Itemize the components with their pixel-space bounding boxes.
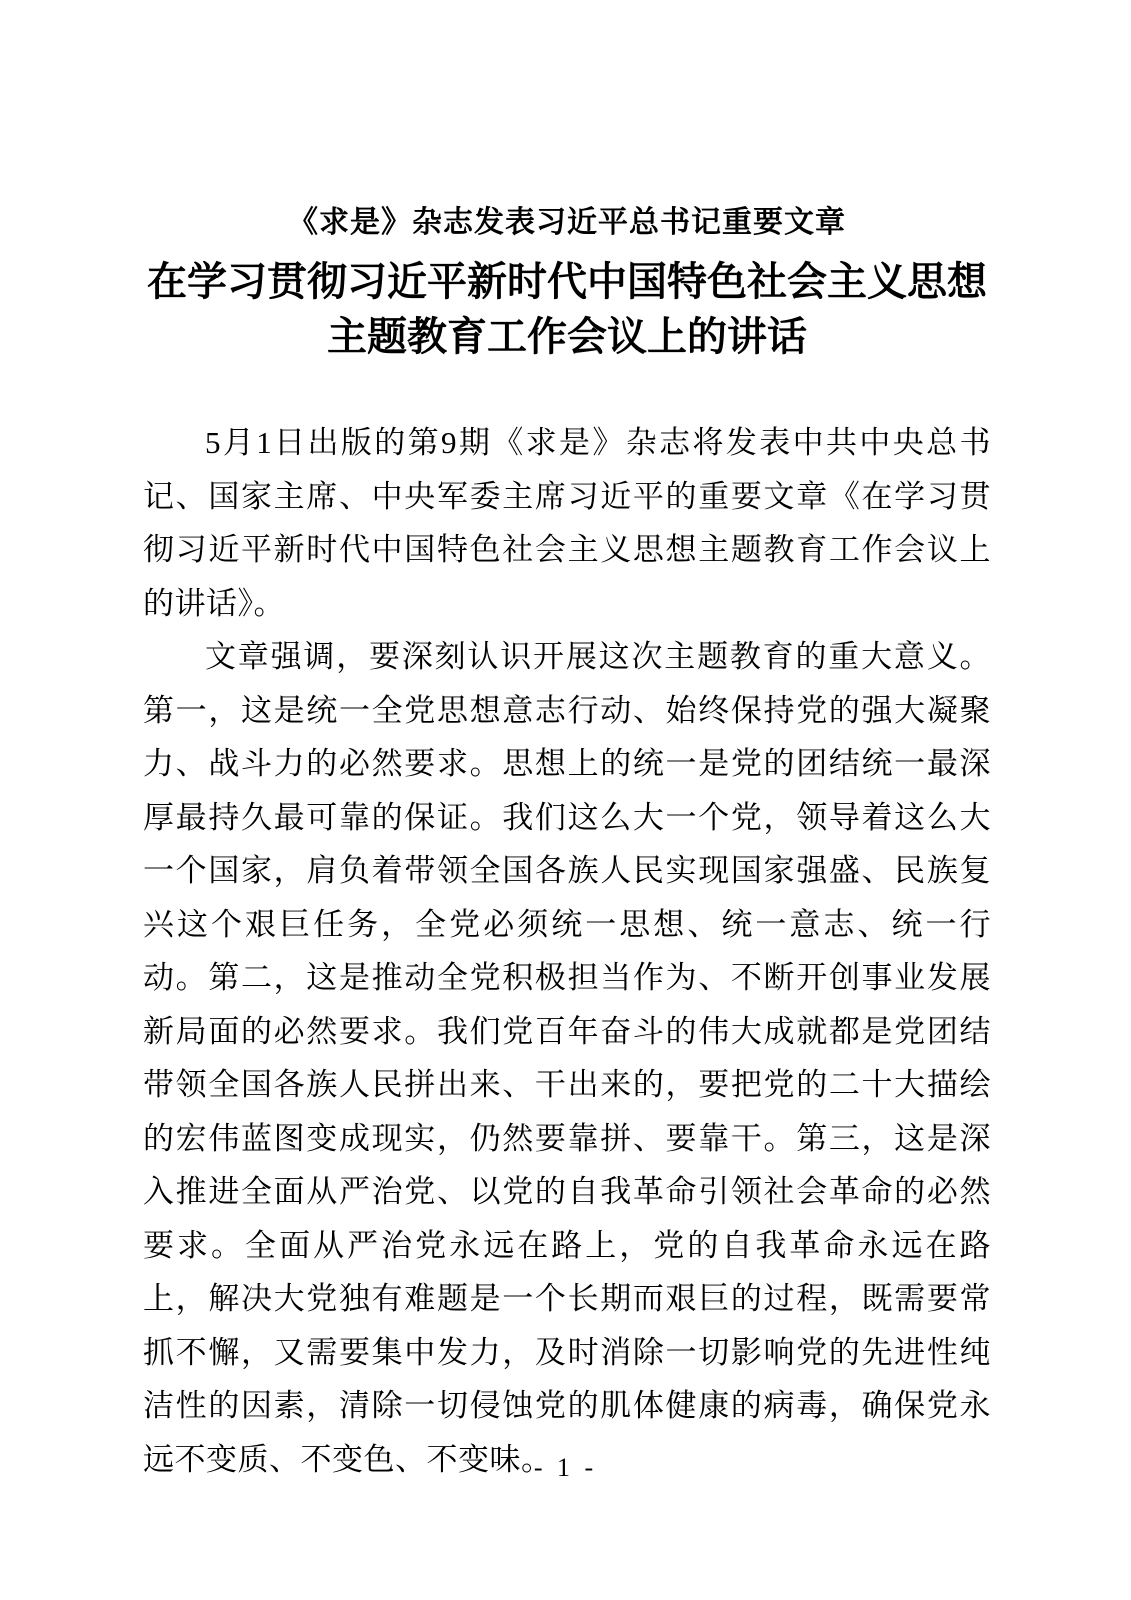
document-title-line-2: 主题教育工作会议上的讲话 bbox=[327, 314, 807, 359]
document-title bbox=[143, 254, 991, 364]
page-number: - 1 - bbox=[533, 1453, 598, 1482]
document-body bbox=[143, 416, 991, 1486]
paragraph-1: 5月1日出版的第9期《求是》杂志将发表中共中央总书记、国家主席、中央军委主席习近平的重要文章《在学习贯彻习近平新时代中国特色社会主义思想主题教育工作会议上的讲话》。 bbox=[143, 425, 991, 621]
paragraph-2: 文章强调，要深刻认识开展这次主题教育的重大意义。第一，这是统一全党思想意志行动、始终保持党的强大凝聚力、战斗力的必然要求。思想上的统一是党的团结统一最深厚最持久最可靠的保证。我们这么大一个党，领导着这么大一个国家，肩负着带领全国各族人民实现国家强盛、民族复兴这个艰巨任务，全党必须统一思想、统一意志、统一行动。第二，这是推动全党积极担当作为、不断开创事业发展新局面的必然要求。我们党百年奋斗的伟大成就都是党团结带领全国各族人民拼出来、干出来的，要把党的二十大描绘的宏伟蓝图变成现实，仍然要靠拼、要靠干。第三，这是深入推进全面从严治党、以党的自我革命引领社会革命的必然要求。全面从严治党永远在路上，党的自我革命永远在路上，解决大党独有难题是一个长期而艰巨的过程，既需要常抓不懈，又需要集中发力，及时消除一切影响党的先进性纯洁性的因素，清除一切侵蚀党的肌体健康的病毒，确保党永远不变质、不变色、不变味。 bbox=[143, 639, 991, 1477]
document-subtitle: 《求是》杂志发表习近平总书记重要文章 bbox=[288, 206, 846, 239]
document-content bbox=[143, 0, 991, 1486]
document-title-line-1: 在学习贯彻习近平新时代中国特色社会主义思想 bbox=[147, 259, 987, 304]
